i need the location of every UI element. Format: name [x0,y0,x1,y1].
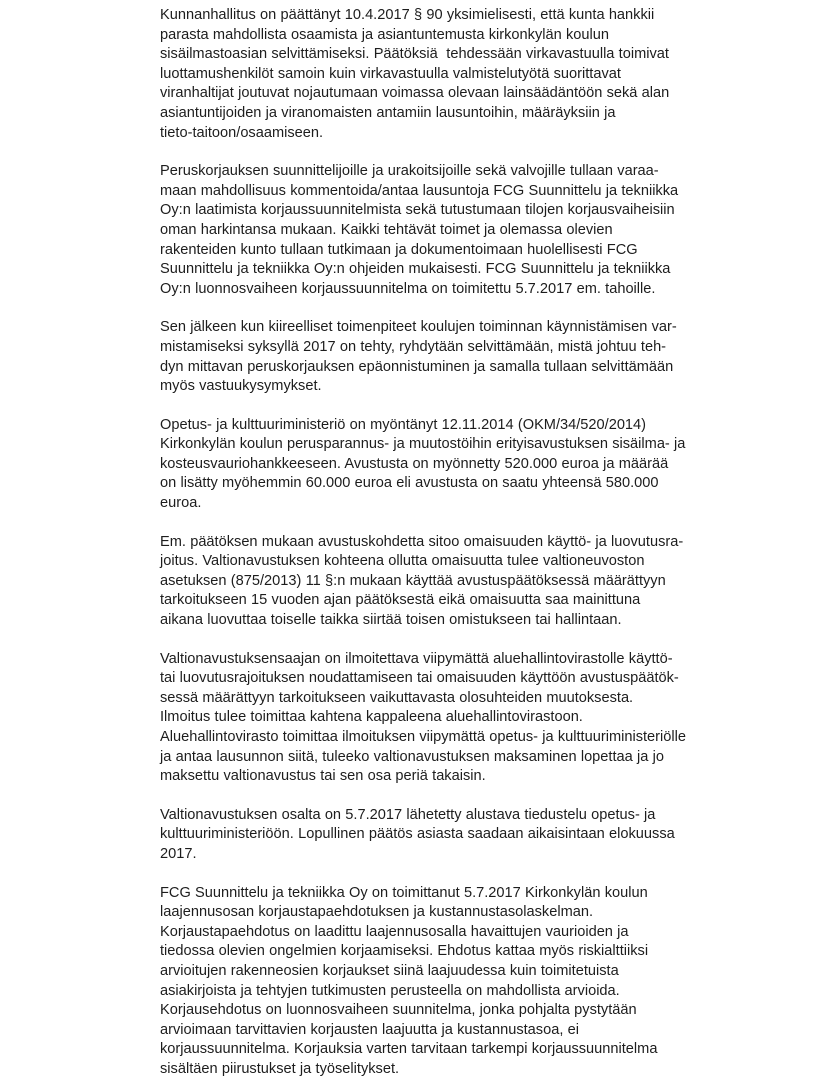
paragraph: Sen jälkeen kun kiireelliset toimenpiteet koulujen toiminnan käynnistämisen var- mistamiseksi syksyllä 2017 on tehty, ryhdytään selvittämään, mistä johtuu teh- dyn mittavan peruskorjauksen epäonnistuminen ja samalla tullaan selvittämään myös vastuukysymykset. [160,319,677,395]
paragraph: Valtionavustuksensaajan on ilmoitettava viipymättä aluehallintovirastolle käyttö- tai luovutusrajoituksen noudattamiseen tai omaisuuden käyttöön avustuspäätök- sessä määrättyyn tarkoitukseen vaikuttavasta olosuhteiden muutoksesta. Ilmoitus tulee toimittaa kahtena kappaleena aluehallintovirastoon. Aluehallintovirasto toimittaa ilmoituksen viipymättä opetus- ja kulttuuriministeriölle ja antaa lausunnon siitä, tuleeko valtionavustuksen maksaminen lopettaa ja jo maksettu valtionavustus tai sen osa periä takaisin. [160,650,686,785]
paragraph: Valtionavustuksen osalta on 5.7.2017 lähetetty alustava tiedustelu opetus- ja kulttuuriministeriöön. Lopullinen päätös asiasta saadaan aikaisintaan elokuussa 2017. [160,806,675,862]
document-body [160,6,744,1080]
paragraph: FCG Suunnittelu ja tekniikka Oy on toimittanut 5.7.2017 Kirkonkylän koulun laajennusosan korjaustapaehdotuksen ja kustannustasolaskelman. Korjaustapaehdotus on laadittu laajennusosalla havaittujen vaurioiden ja tiedossa olevien ongelmien korjaamiseksi. Ehdotus kattaa myös riskialttiiksi arvioitujen rakenneosien korjaukset siinä laajuudessa kuin toimitetuista asiakirjoista ja tehtyjen tutkimusten perusteella on mahdollista arvioida. Korjausehdotus on luonnosvaiheen suunnitelma, jonka pohjalta pystytään arvioimaan tarvittavien korjausten laajuutta ja kustannustasoa, ei korjaussuunnitelma. Korjauksia varten tarvitaan tarkempi korjaussuunnitelma sisältäen piirustukset ja työselitykset. [160,884,658,1077]
paragraph: Opetus- ja kulttuuriministeriö on myöntänyt 12.11.2014 (OKM/34/520/2014) Kirkonkylän koulun perusparannus- ja muutostöihin erityisavustuksen sisäilma- ja kosteusvauriohankkeeseen. Avustusta on myönnetty 520.000 euroa ja määrää on lisätty myöhemmin 60.000 euroa eli avustusta on saatu yhteensä 580.000 euroa. [160,416,686,512]
paragraph: Em. päätöksen mukaan avustuskohdetta sitoo omaisuuden käyttö- ja luovutusra- joitus. Valtionavustuksen kohteena ollutta omaisuutta tulee valtioneuvoston asetuksen (875/2013) 11 §:n mukaan käyttää avustuspäätöksessä määrättyyn tarkoitukseen 15 vuoden ajan päätöksestä eikä omaisuutta saa mainittuna aikana luovuttaa toiselle taikka siirtää toisen omistukseen tai hallintaan. [160,533,684,629]
paragraph: Kunnanhallitus on päättänyt 10.4.2017 § 90 yksimielisesti, että kunta hankkii parasta mahdollista osaamista ja asiantuntemusta kirkonkylän koulun sisäilmastoasian selvittämiseksi. Päätöksiä tehdessään virkavastuulla toimivat luottamushenkilöt samoin kuin virkavastuulla valmistelutyötä suorittavat viranhaltijat joutuvat nojautumaan voimassa olevaan lainsäädäntöön sekä alan asiantuntijoiden ja viranomaisten antamiin lausuntoihin, määräyksiin ja tieto-taitoon/osaamiseen. [160,7,670,141]
paragraph: Peruskorjauksen suunnittelijoille ja urakoitsijoille sekä valvojille tullaan varaa- maan mahdollisuus kommentoida/antaa lausuntoja FCG Suunnittelu ja tekniikka Oy:n laatimista korjaussuunnitelmista sekä tutustumaan tilojen korjausvaiheisiin oman harkintansa mukaan. Kaikki tehtävät toimet ja olemassa olevien rakenteiden kunto tullaan tutkimaan ja dokumentoimaan huolellisesti FCG Suunnittelu ja tekniikka Oy:n ohjeiden mukaisesti. FCG Suunnittelu ja tekniikka Oy:n luonnosvaiheen korjaussuunnitelma on toimitettu 5.7.2017 em. tahoille. [160,163,679,297]
